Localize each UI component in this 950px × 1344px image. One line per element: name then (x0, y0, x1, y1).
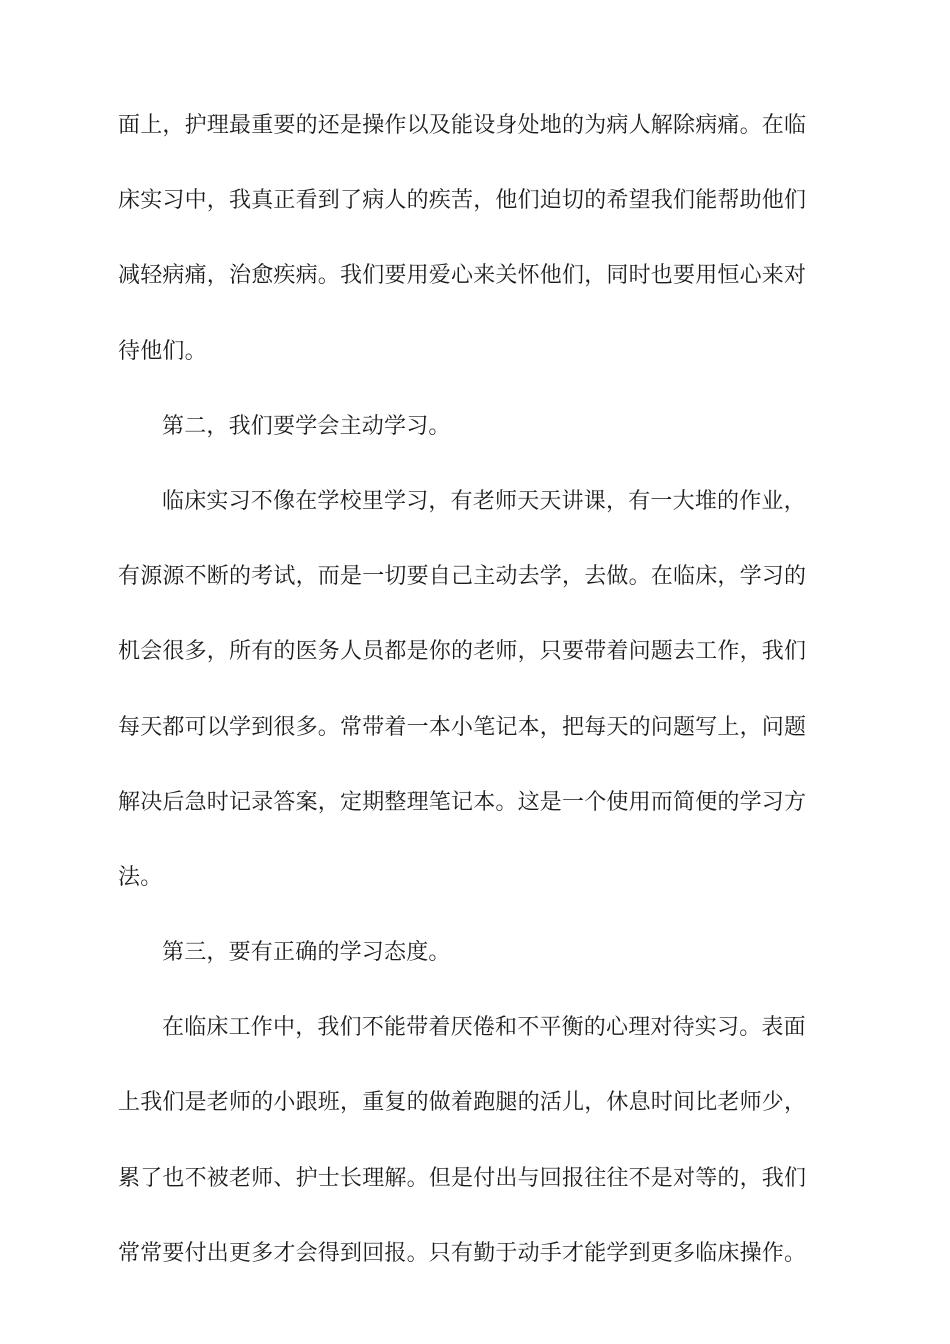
paragraph-line: 减轻病痛，治愈疾病。我们要用爱心来关怀他们，同时也要用恒心来对 (118, 263, 807, 289)
paragraph-line: 解决后急时记录答案，定期整理笔记本。这是一个使用而简便的学习方 (118, 789, 807, 815)
paragraph-line: 累了也不被老师、护士长理解。但是付出与回报往往不是对等的，我们 (118, 1165, 807, 1191)
paragraph-line: 待他们。 (118, 338, 207, 364)
section-heading: 第二，我们要学会主动学习。 (162, 413, 451, 439)
document-body (118, 104, 818, 1307)
paragraph-line: 每天都可以学到很多。常带着一本小笔记本，把每天的问题写上，问题 (118, 714, 807, 740)
paragraph-line: 床实习中，我真正看到了病人的疾苦，他们迫切的希望我们能帮助他们 (118, 188, 807, 214)
section-heading: 第三，要有正确的学习态度。 (162, 940, 451, 966)
paragraph-line: 法。 (118, 864, 163, 890)
paragraph-line: 机会很多，所有的医务人员都是你的老师，只要带着问题去工作，我们 (118, 639, 807, 665)
paragraph-line: 临床实习不像在学校里学习，有老师天天讲课，有一大堆的作业， (162, 488, 806, 514)
paragraph-line: 常常要付出更多才会得到回报。只有勤于动手才能学到更多临床操作。 (118, 1240, 807, 1266)
paragraph-line: 面上，护理最重要的还是操作以及能设身处地的为病人解除病痛。在临 (118, 113, 807, 138)
paragraph-line: 在临床工作中，我们不能带着厌倦和不平衡的心理对待实习。表面 (162, 1015, 806, 1041)
paragraph-line: 上我们是老师的小跟班，重复的做着跑腿的活儿，休息时间比老师少， (118, 1090, 807, 1116)
paragraph-line: 有源源不断的考试，而是一切要自己主动去学，去做。在临床，学习的 (118, 564, 807, 590)
